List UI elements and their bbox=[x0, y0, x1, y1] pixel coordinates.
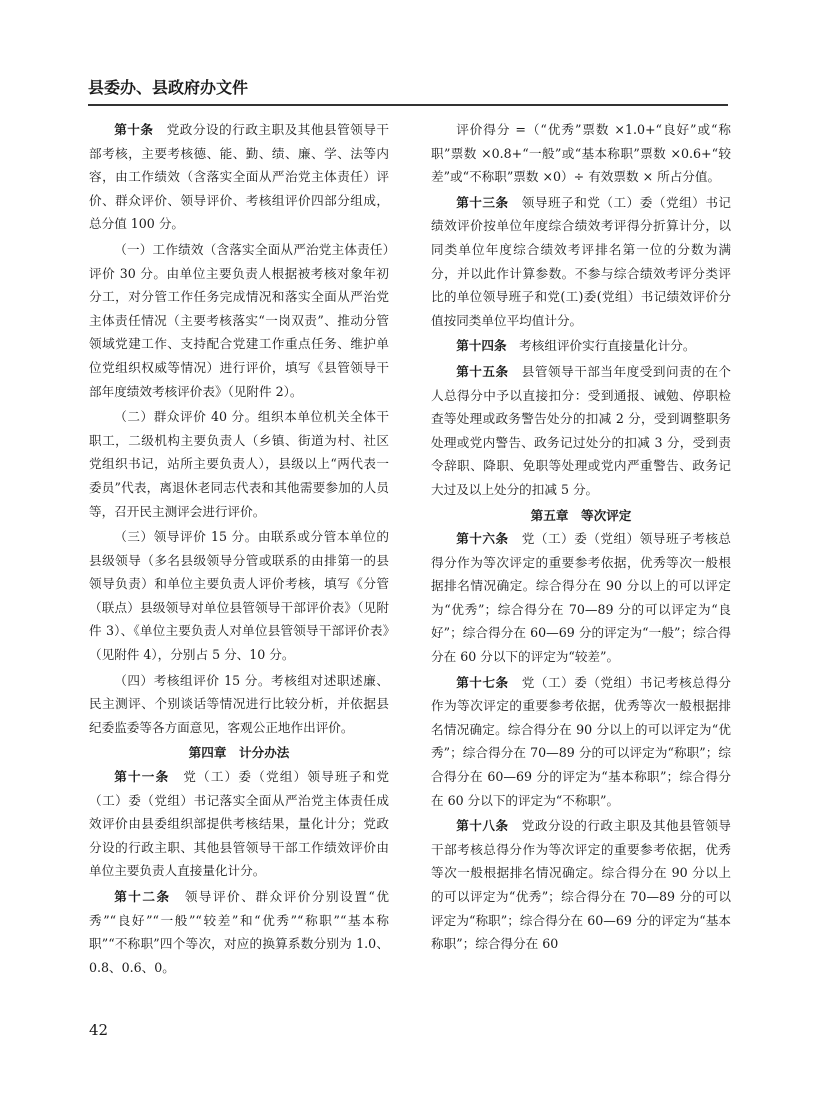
article-12 bbox=[89, 885, 389, 979]
chapter-heading: 第五章 等次评定 bbox=[530, 507, 632, 523]
article-body: 党（工）委（党组）领导班子和党（工）委（党组）书记落实全面从严治党主体责任成效评价由县委组织部提供考核结果，量化计分；党政分设的行政主职、其他县管领导干部工作绩效评价由单位主要负责人直接量化计分。 bbox=[89, 769, 390, 879]
article-body: 县管领导干部当年度受到问责的在个人总得分中予以直接扣分：受到通报、诫勉、停职检查等处理或政务警告处分的扣减 2 分，受到调整职务处理或党内警告、政务记过处分的扣减 3 分，受到责令辞职、降职、免职等处理或党内严重警告、政务记大过及以上处分的扣减 5 分。 bbox=[431, 363, 732, 497]
article-15 bbox=[431, 360, 731, 502]
article-13 bbox=[431, 191, 731, 333]
clause-4: （四）考核组评价 15 分。考核组对述职述廉、民主测评、个别谈话等情况进行比较分析，并依据县纪委监委等各方面意见，客观公正地作出评价。 bbox=[89, 672, 389, 735]
article-11 bbox=[89, 765, 389, 883]
article-body: 党（工）委（党组）领导班子考核总得分作为等次评定的重要参考依据，优秀等次一般根据排名情况确定。综合得分在 90 分以上的可以评定为“优秀”；综合得分在 70—89 分的可以评定为“良好”；综合得分在 60—69 分的评定为“一般”；综合得分在 60 分以下的评定为“较差”。 bbox=[431, 531, 732, 665]
article-body: 考核组评价实行直接量化计分。 bbox=[519, 338, 696, 354]
article-14 bbox=[431, 334, 731, 358]
article-body: 领导班子和党（工）委（党组）书记绩效评价按单位年度综合绩效考评得分折算计分，以同类单位年度综合绩效考评排名第一位的分数为满分，并以此作计算参数。不参与综合绩效考评分类评比的单位领导班子和党(工)委(党组）书记绩效评价分值按同类单位平均值计分。 bbox=[431, 194, 732, 328]
article-label: 第十四条 bbox=[456, 338, 507, 354]
clause-2: （二）群众评价 40 分。组织本单位机关全体干职工，二级机构主要负责人（乡镇、街道为村、社区党组织书记，站所主要负责人），县级以上“两代表一委员”代表，离退休老同志代表和其他需要参加的人员等，召开民主测评会进行评价。 bbox=[89, 409, 389, 519]
formula-paragraph: 评价得分 =（“优秀”票数 ×1.0+“良好”或“称职”票数 ×0.8+“一般”或“基本称职”票数 ×0.6+“较差”或“不称职”票数 ×0）÷ 有效票数 × 所占分值。 bbox=[431, 122, 731, 185]
article-label: 第十二条 bbox=[114, 889, 171, 904]
article-label: 第十三条 bbox=[456, 194, 509, 210]
clause-3: （三）领导评价 15 分。由联系或分管本单位的县级领导（多名县级领导分管或联系的由排第一的县领导负责）和单位主要负责人评价考核，填写《分管（联点）县级领导对单位县管领导干部评价表》（见附件 3）、《单位主要负责人对单位县管领导干部评价表》（见附件 4），分别占 5 分、10 分。 bbox=[89, 529, 389, 663]
clause-1: （一）工作绩效（含落实全面从严治党主体责任）评价 30 分。由单位主要负责人根据被考核对象年初分工，对分管工作任务完成情况和落实全面从严治党主体责任情况（主要考核落实“一岗双责”、推动分管领域党建工作、支持配合党建工作重点任务、维护单位党组织权威等情况）进行评价，填写《县管领导干部年度绩效考核评价表》（见附件 2）。 bbox=[89, 241, 389, 399]
article-label: 第十六条 bbox=[456, 531, 509, 547]
article-label: 第十五条 bbox=[456, 363, 509, 379]
article-label: 第十八条 bbox=[456, 818, 509, 834]
page-number: 42 bbox=[89, 1021, 109, 1039]
header-divider bbox=[88, 104, 728, 106]
article-body: 党（工）委（党组）书记考核总得分作为等次评定的重要参考依据，优秀等次一般根据排名情况确定。综合得分在 90 分以上的可以评定为“优秀”；综合得分在 70—89 分的可以评定为“称职”；综合得分在 60—69 分的评定为“基本称职”；综合得分在 60 分以下的评定为“不称职”。 bbox=[431, 674, 732, 808]
article-18 bbox=[431, 814, 731, 956]
article-label: 第十七条 bbox=[456, 674, 509, 690]
chapter-heading: 第四章 计分办法 bbox=[188, 745, 290, 761]
article-16 bbox=[431, 527, 731, 669]
article-17 bbox=[431, 671, 731, 813]
article-body: 党政分设的行政主职及其他县管领导干部考核，主要考核德、能、勤、绩、廉、学、法等内容，由工作绩效（含落实全面从严治党主体责任）评价、群众评价、领导评价、考核组评价四部分组成，总分值 100 分。 bbox=[89, 122, 390, 232]
article-label: 第十一条 bbox=[114, 769, 170, 785]
article-body: 领导评价、群众评价分别设置“优秀”“良好”“一般”“较差”和“优秀”“称职”“基本称职”“不称职”四个等次，对应的换算系数分别为 1.0、0.8、0.6、0。 bbox=[89, 889, 389, 975]
article-label: 第十条 bbox=[114, 122, 154, 137]
right-text-column bbox=[431, 118, 731, 956]
page-header-title: 县委办、县政府办文件 bbox=[88, 78, 249, 97]
left-text-column bbox=[89, 118, 389, 979]
article-body: 党政分设的行政主职及其他县管领导干部考核总得分作为等次评定的重要参考依据，优秀等次一般根据排名情况确定。综合得分在 90 分以上的可以评定为“优秀”；综合得分在 70—89 分的可以评定为“称职”；综合得分在 60—69 分的评定为“基本称职”；综合得分在 60 bbox=[431, 818, 732, 952]
article-10 bbox=[89, 118, 389, 236]
